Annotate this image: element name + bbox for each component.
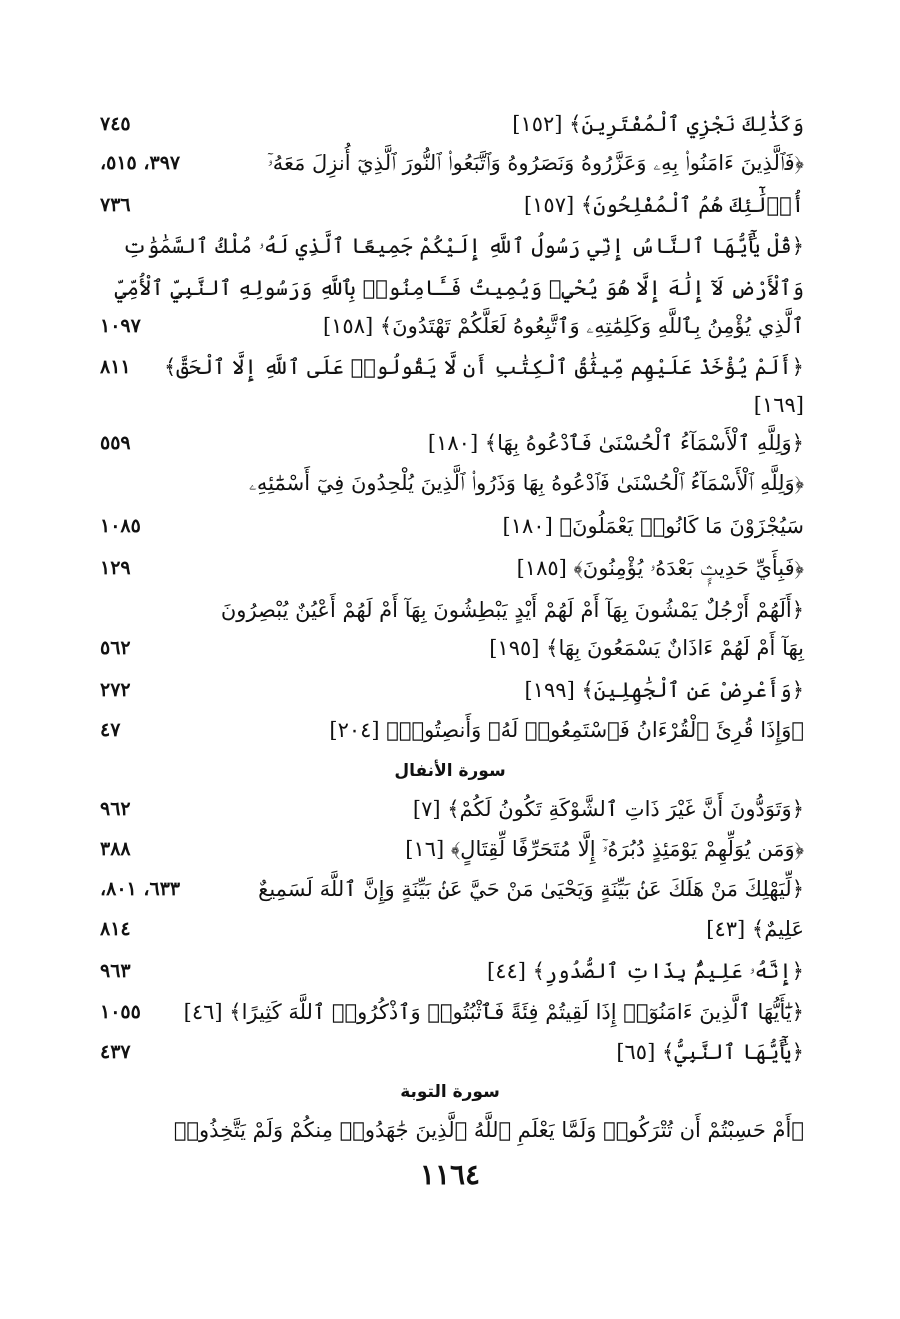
- verse-text: ﴿أَمْ حَسِبْتُمْ أَن تُتْرَكُوا۟ وَلَمَّا يَعْلَمِ ٱللَّهُ ٱلَّذِينَ جَٰهَدُوا۟ مِنكُمْ وَلَمْ يَتَّخِذُوا۟: [173, 1118, 804, 1142]
- page-reference: ٢٧٢: [100, 679, 131, 701]
- index-row: [0, 992, 900, 1032]
- verse-text: ﴿وَأَعْرِضْ عَنِ ٱلْجَٰهِلِينَ﴾ [١٩٩]: [524, 678, 804, 702]
- page-reference: ٨١٤: [100, 918, 131, 940]
- index-row: [0, 385, 900, 425]
- verse-text: ﴿لِّيَهْلِكَ مَنْ هَلَكَ عَنۢ بَيِّنَةٍ وَيَحْيَىٰ مَنْ حَيَّ عَنۢ بَيِّنَةٍ وَإِنَّ ٱللَّهَ لَسَمِيعٌ: [258, 877, 804, 901]
- index-row: [0, 185, 900, 225]
- verse-text: عَلِيمٌ﴾ [٤٣]: [706, 917, 804, 941]
- page-reference: ١٠٥٥: [100, 1001, 141, 1023]
- verse-text: ٱلَّذِي يُؤْمِنُ بِٱللَّهِ وَكَلِمَٰتِهِۦ وَٱتَّبِعُوهُ لَعَلَّكُمْ تَهْتَدُونَ﴾ [١٥٨]: [322, 314, 804, 338]
- page-reference: ٣٩٧، ٥١٥،: [100, 152, 181, 174]
- index-row: [0, 1110, 900, 1150]
- index-row: [0, 710, 900, 750]
- verse-text: ﴿وَلِلَّهِ ٱلْأَسْمَآءُ ٱلْحُسْنَىٰ فَٱدْعُوهُ بِهَا﴾ [١٨٠]: [427, 431, 804, 455]
- page-reference: ٥٦٢: [100, 637, 131, 659]
- index-row: [0, 463, 900, 503]
- verse-text: وَكَذَٰلِكَ نَجْزِي ٱلْمُفْتَرِينَ﴾ [١٥٢]: [512, 112, 804, 136]
- index-row: [0, 670, 900, 710]
- index-row: [0, 506, 900, 546]
- index-row: [0, 268, 900, 308]
- index-row: [0, 347, 900, 387]
- page-reference: ٩٦٣: [100, 960, 131, 982]
- page-reference: ٧٤٥: [100, 113, 131, 135]
- verse-text: بِهَآ أَمْ لَهُمْ ءَاذَانٌ يَسْمَعُونَ بِهَا﴾ [١٩٥]: [489, 636, 804, 660]
- index-row: [0, 829, 900, 869]
- index-row: [0, 869, 900, 909]
- surah-heading-anfal: سورة الأنفال: [394, 761, 506, 781]
- index-row: [0, 226, 900, 266]
- index-row: [0, 423, 900, 463]
- index-row: [0, 104, 900, 144]
- verse-text: ﴿وَلِلَّهِ ٱلْأَسْمَآءُ ٱلْحُسْنَىٰ فَٱدْعُوهُ بِهَا وَذَرُوا۟ ٱلَّذِينَ يُلْحِدُونَ فِيٓ أَسْمَٰٓئِهِۦ: [248, 471, 804, 495]
- verse-text: ﴿وَتَوَدُّونَ أَنَّ غَيْرَ ذَاتِ ٱلشَّوْكَةِ تَكُونُ لَكُمْ﴾ [٧]: [412, 797, 804, 821]
- verse-text: ﴿قُلْ يَٰٓأَيُّهَا ٱلنَّاسُ إِنِّي رَسُولُ ٱللَّهِ إِلَيْكُمْ جَمِيعًا ٱلَّذِي لَهُۥ مُلْكُ ٱلسَّمَٰوَٰتِ: [122, 234, 804, 258]
- verse-text: ﴿وَمَن يُوَلِّهِمْ يَوْمَئِذٍ دُبُرَهُۥٓ إِلَّا مُتَحَرِّفًا لِّقِتَالٍ﴾ [١٦]: [405, 837, 804, 861]
- page-reference: ٥٥٩: [100, 432, 131, 454]
- verse-text: ﴿يَٰٓأَيُّهَا ٱلَّذِينَ ءَامَنُوٓا۟ إِذَا لَقِيتُمْ فِئَةً فَٱثْبُتُوا۟ وَٱذْكُرُوا۟ ٱللَّهَ كَثِيرًا﴾ [٤٦]: [183, 1000, 804, 1024]
- index-row: [0, 590, 900, 630]
- page-reference: ١٠٨٥: [100, 515, 141, 537]
- index-row: [0, 1032, 900, 1072]
- page-reference: ٤٧: [100, 719, 121, 741]
- verse-text: وَٱلْأَرْضِ لَآ إِلَٰهَ إِلَّا هُوَ يُحْيِۦ وَيُمِيتُ فَـَٔامِنُوا۟ بِٱللَّهِ وَرَسُولِهِ ٱلنَّبِيِّ ٱلْأُمِّيِّ: [114, 276, 804, 300]
- page-reference: ٧٣٦: [100, 194, 131, 216]
- page-reference: ١٠٩٧: [100, 315, 141, 337]
- page-reference: ٨١١: [100, 356, 131, 378]
- verse-text: ﴿فَٱلَّذِينَ ءَامَنُوا۟ بِهِۦ وَعَزَّرُوهُ وَنَصَرُوهُ وَٱتَّبَعُوا۟ ٱلنُّورَ ٱلَّذِيٓ أُنزِلَ مَعَهُۥٓ: [267, 151, 804, 175]
- page-reference: ٦٣٣، ٨٠١،: [100, 878, 181, 900]
- index-row: [0, 628, 900, 668]
- verse-text: ﴿أَلَهُمْ أَرْجُلٌ يَمْشُونَ بِهَآ أَمْ لَهُمْ أَيْدٍ يَبْطِشُونَ بِهَآ أَمْ لَهُمْ أَعْيُنٌ يُبْصِرُونَ: [220, 598, 804, 622]
- verse-text: ﴿أَلَمْ يُؤْخَذْ عَلَيْهِم مِّيثَٰقُ ٱلْكِتَٰبِ أَن لَّا يَقُولُوا۟ عَلَى ٱللَّهِ إِلَّا ٱلْحَقَّ﴾: [163, 355, 804, 379]
- surah-heading-tawba: سورة التوبة: [400, 1082, 500, 1102]
- page-reference: ٤٣٧: [100, 1041, 131, 1063]
- verse-text: ﴿فَبِأَيِّ حَدِيثٍۭ بَعْدَهُۥ يُؤْمِنُونَ﴾ [١٨٥]: [516, 556, 804, 580]
- page-reference: ٣٨٨: [100, 838, 131, 860]
- index-row: [0, 143, 900, 183]
- verse-text: ﴿إِنَّهُۥ عَلِيمٌۢ بِذَاتِ ٱلصُّدُورِ﴾ [٤٤]: [486, 959, 804, 983]
- verse-text: [١٦٩]: [753, 393, 804, 417]
- index-row: [0, 306, 900, 346]
- page-number: ١١٦٤: [419, 1158, 481, 1191]
- page-reference: ٩٦٢: [100, 798, 131, 820]
- verse-text: سَيُجْزَوْنَ مَا كَانُوا۟ يَعْمَلُونَ﴾ [١٨٠]: [502, 514, 804, 538]
- verse-text: ﴿يَٰٓأَيُّهَا ٱلنَّبِيُّ﴾ [٦٥]: [616, 1040, 804, 1064]
- index-row: [0, 789, 900, 829]
- page-reference: ١٢٩: [100, 557, 131, 579]
- verse-text: أُو۟لَٰٓئِكَ هُمُ ٱلْمُفْلِحُونَ﴾ [١٥٧]: [523, 193, 804, 217]
- index-row: [0, 548, 900, 588]
- index-row: [0, 951, 900, 991]
- index-row: [0, 909, 900, 949]
- verse-text: ﴿وَإِذَا قُرِئَ ٱلْقُرْءَانُ فَٱسْتَمِعُوا۟ لَهُۥ وَأَنصِتُوا۟﴾ [٢٠٤]: [329, 718, 804, 742]
